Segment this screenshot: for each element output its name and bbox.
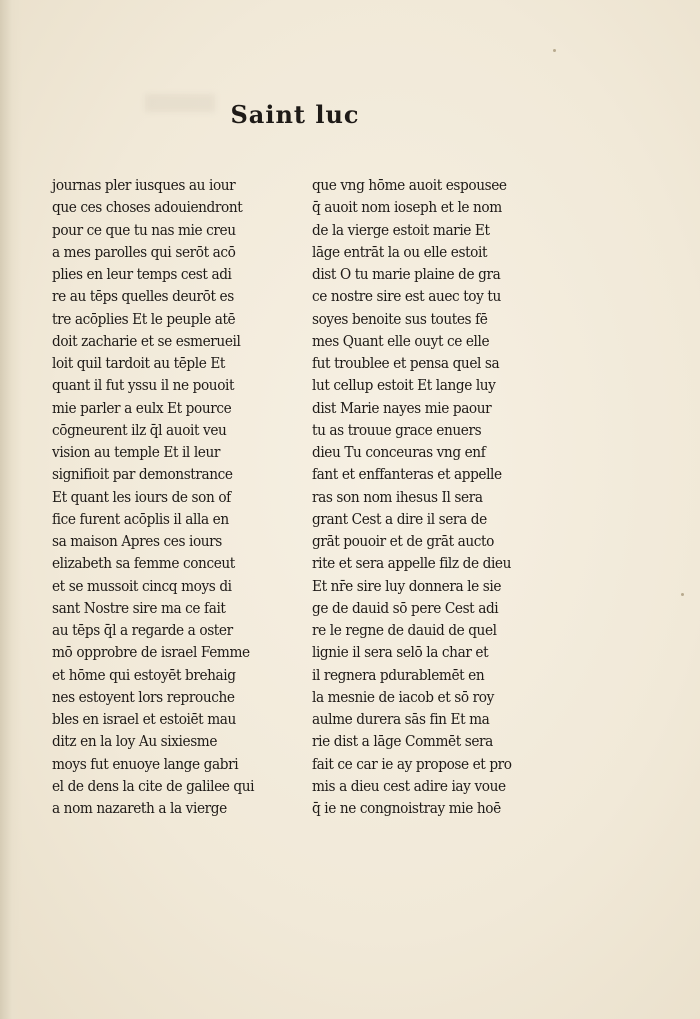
text-line: soyes benoite sus toutes fē xyxy=(312,309,488,328)
text-line: lignie il sera selō la char et xyxy=(312,643,489,662)
text-line: que ces choses adouiendront xyxy=(52,198,243,217)
text-line: dist O tu marie plaine de gra xyxy=(312,265,501,283)
text-line: tu as trouue grace enuers xyxy=(312,420,482,439)
text-line: mis a dieu cest adire iay voue xyxy=(312,776,506,795)
text-line: mie parler a eulx Et pource xyxy=(52,398,232,417)
text-line: et hōme qui estoyēt brehaig xyxy=(52,665,236,684)
text-line: sa maison Apres ces iours xyxy=(52,532,222,550)
text-line: q̄ ie ne congnoistray mie hoē xyxy=(312,799,501,817)
text-line: grāt pouoir et de grāt aucto xyxy=(312,532,494,550)
text-column-right xyxy=(312,174,542,819)
text-line: quant il fut yssu il ne pouoit xyxy=(52,376,235,395)
text-line: rie dist a lāge Commēt sera xyxy=(312,732,493,751)
paper-speck xyxy=(553,49,556,52)
text-line: re le regne de dauid de quel xyxy=(312,621,497,639)
text-line: lut cellup estoit Et lange luy xyxy=(312,376,496,395)
text-line: loit quil tardoit au tēple Et xyxy=(52,354,225,372)
running-head: Saint luc xyxy=(230,100,360,129)
text-line: et se mussoit cincq moys di xyxy=(52,576,232,595)
text-line: cōgneurent ilz q̄l auoit veu xyxy=(52,420,227,439)
text-line: re au tēps quelles deurōt es xyxy=(52,287,234,306)
paper-speck xyxy=(681,593,684,596)
text-line: mes Quant elle ouyt ce elle xyxy=(312,331,490,350)
text-line: au tēps q̄l a regarde a oster xyxy=(52,621,233,639)
text-line: rite et sera appelle filz de dieu xyxy=(312,554,511,573)
text-line: elizabeth sa femme conceut xyxy=(52,554,235,573)
text-line: q̄ auoit nom ioseph et le nom xyxy=(312,198,502,217)
text-line: Et nr̄e sire luy donnera le sie xyxy=(312,576,502,595)
text-line: fut troublee et pensa quel sa xyxy=(312,354,500,372)
text-line: dist Marie nayes mie paour xyxy=(312,398,492,417)
text-line: nes estoyent lors reprouche xyxy=(52,687,235,706)
text-line: doit zacharie et se esmerueil xyxy=(52,331,241,350)
text-line: a nom nazareth a la vierge xyxy=(52,799,227,817)
text-line: signifioit par demonstrance xyxy=(52,465,233,484)
text-line: ras son nom ihesus Il sera xyxy=(312,487,483,506)
text-line: vision au temple Et il leur xyxy=(52,443,221,461)
text-line: fait ce car ie ay propose et pro xyxy=(312,754,512,773)
text-line: grant Cest a dire il sera de xyxy=(312,509,487,528)
text-line: Et quant les iours de son of xyxy=(52,487,231,506)
text-line: ge de dauid sō pere Cest adi xyxy=(312,598,499,617)
text-line: mō opprobre de israel Femme xyxy=(52,643,250,662)
text-line: ditz en la loy Au sixiesme xyxy=(52,732,218,751)
text-line: de la vierge estoit marie Et xyxy=(312,220,490,239)
text-line: dieu Tu conceuras vng enf xyxy=(312,443,486,461)
text-line: ce nostre sire est auec toy tu xyxy=(312,287,501,306)
text-column-left xyxy=(52,174,282,819)
text-line: pour ce que tu nas mie creu xyxy=(52,220,236,239)
gutter-shadow xyxy=(0,0,22,1019)
text-line: bles en israel et estoiēt mau xyxy=(52,710,236,728)
text-line: sant Nostre sire ma ce fait xyxy=(52,598,226,617)
text-line: journas pler iusques au iour xyxy=(52,176,236,194)
text-line: lāge entrāt la ou elle estoit xyxy=(312,242,488,261)
text-line: plies en leur temps cest adi xyxy=(52,265,232,283)
text-line: fice furent acōplis il alla en xyxy=(52,509,229,528)
text-line: a mes parolles qui serōt acō xyxy=(52,242,236,261)
text-line: la mesnie de iacob et sō roy xyxy=(312,687,494,706)
text-line: fant et enffanteras et appelle xyxy=(312,465,502,484)
text-line: el de dens la cite de galilee qui xyxy=(52,776,255,795)
text-line: tre acōplies Et le peuple atē xyxy=(52,309,236,328)
text-line: que vng hōme auoit espousee xyxy=(312,176,507,194)
text-line: il regnera pdurablemēt en xyxy=(312,665,485,684)
text-line: aulme durera sās fin Et ma xyxy=(312,710,490,728)
text-line: moys fut enuoye lange gabri xyxy=(52,754,239,773)
